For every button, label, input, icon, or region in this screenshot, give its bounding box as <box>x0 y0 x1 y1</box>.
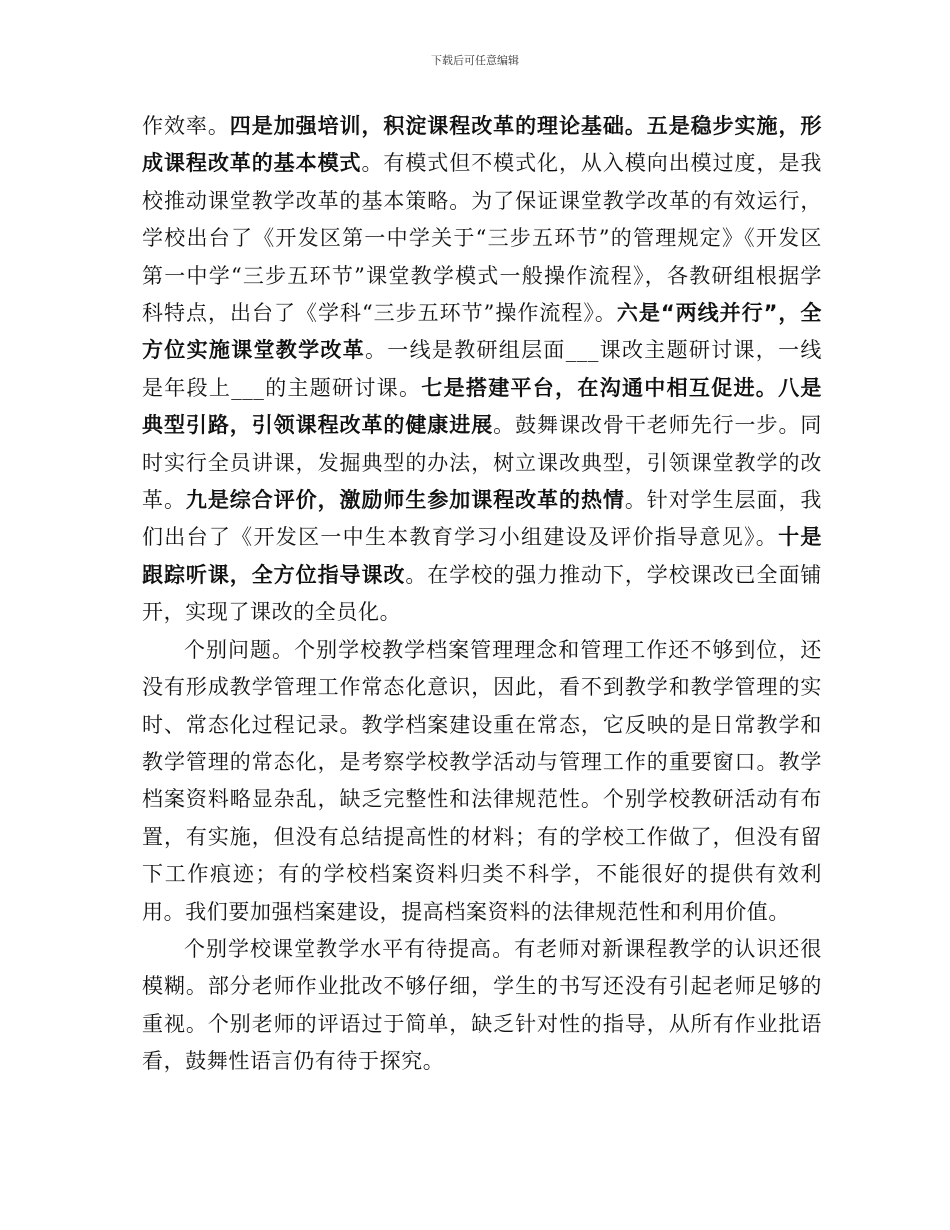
paragraph-reform-measures <box>142 108 822 632</box>
bold-heading: 五是稳步实施，形成课程改革的基本模式 <box>142 114 822 176</box>
page-header: 下载后可任意编辑 <box>431 54 519 67</box>
text-run: 。在学校的强力推动下，学校课改已全面铺开，实现了课改的全员化。 <box>142 562 822 625</box>
text-run: 个别问题。个别学校教学档案管理理念和管理工作还不够到位，还没有形成教学管理工作常态化意识，因此，看不到教学和教学管理的实时、常态化过程记录。教学档案建设重在常态，它反映的是日常教学和教学管理的常态化，是考察学校教学活动与管理工作的重要窗口。教学档案资料略显杂乱，缺乏完整性和法律规范性。个别学校教研活动有布置，有实施，但没有总结提高性的材料；有的学校工作做了，但没有留下工作痕迹；有的学校档案资料归类不科学，不能很好的提供有效利用。我们要加强档案建设，提高档案资料的法律规范性和利用价值。 <box>142 637 822 924</box>
text-run: 。一线是教研组层面___课改主题研讨课，一线是年段上___的主题研讨课。 <box>142 338 822 400</box>
document-body <box>142 108 822 1081</box>
text-run: 。针对学生层面，我们出台了《开发区一中生本教育学习小组建设及评价指导意见》。 <box>142 488 823 550</box>
bold-heading: 九是综合评价，激励师生参加课程改革的热情 <box>185 488 625 513</box>
text-run: 。有模式但不模式化，从入模向出模过度，是我校推动课堂教学改革的基本策略。为了保证课堂教学改革的有效运行，学校出台了《开发区第一中学关于“三步五环节”的管理规定》《开发区第一中学“三步五环节”课堂教学模式一般操作流程》，各教研组根据学科特点，出台了《学科“三步五环节”操作流程》。 <box>142 151 822 326</box>
text-run: 作效率。 <box>142 114 230 138</box>
bold-heading: 十是跟踪听课，全方位指导课改 <box>142 525 822 587</box>
bold-heading: 四是加强培训，积淀课程改革的理论基础。 <box>229 114 647 138</box>
paragraph-teaching-quality <box>142 931 822 1081</box>
bold-heading: 六是“两线并行”，全方位实施课堂教学改革 <box>142 301 822 363</box>
paragraph-archive-issues <box>142 632 822 931</box>
text-run: 。鼓舞课改骨干老师先行一步。同时实行全员讲课，发掘典型的办法，树立课改典型，引领课堂教学的改革。 <box>142 413 822 513</box>
text-run: 个别学校课堂教学水平有待提高。有老师对新课程教学的认识还很模糊。部分老师作业批改不够仔细，学生的书写还没有引起老师足够的重视。个别老师的评语过于简单，缺乏针对性的指导，从所有作业批语看，鼓舞性语言仍有待于探究。 <box>142 936 822 1074</box>
bold-heading: 七是搭建平台，在沟通中相互促进。八是典型引路，引领课程改革的健康进展 <box>142 375 822 438</box>
